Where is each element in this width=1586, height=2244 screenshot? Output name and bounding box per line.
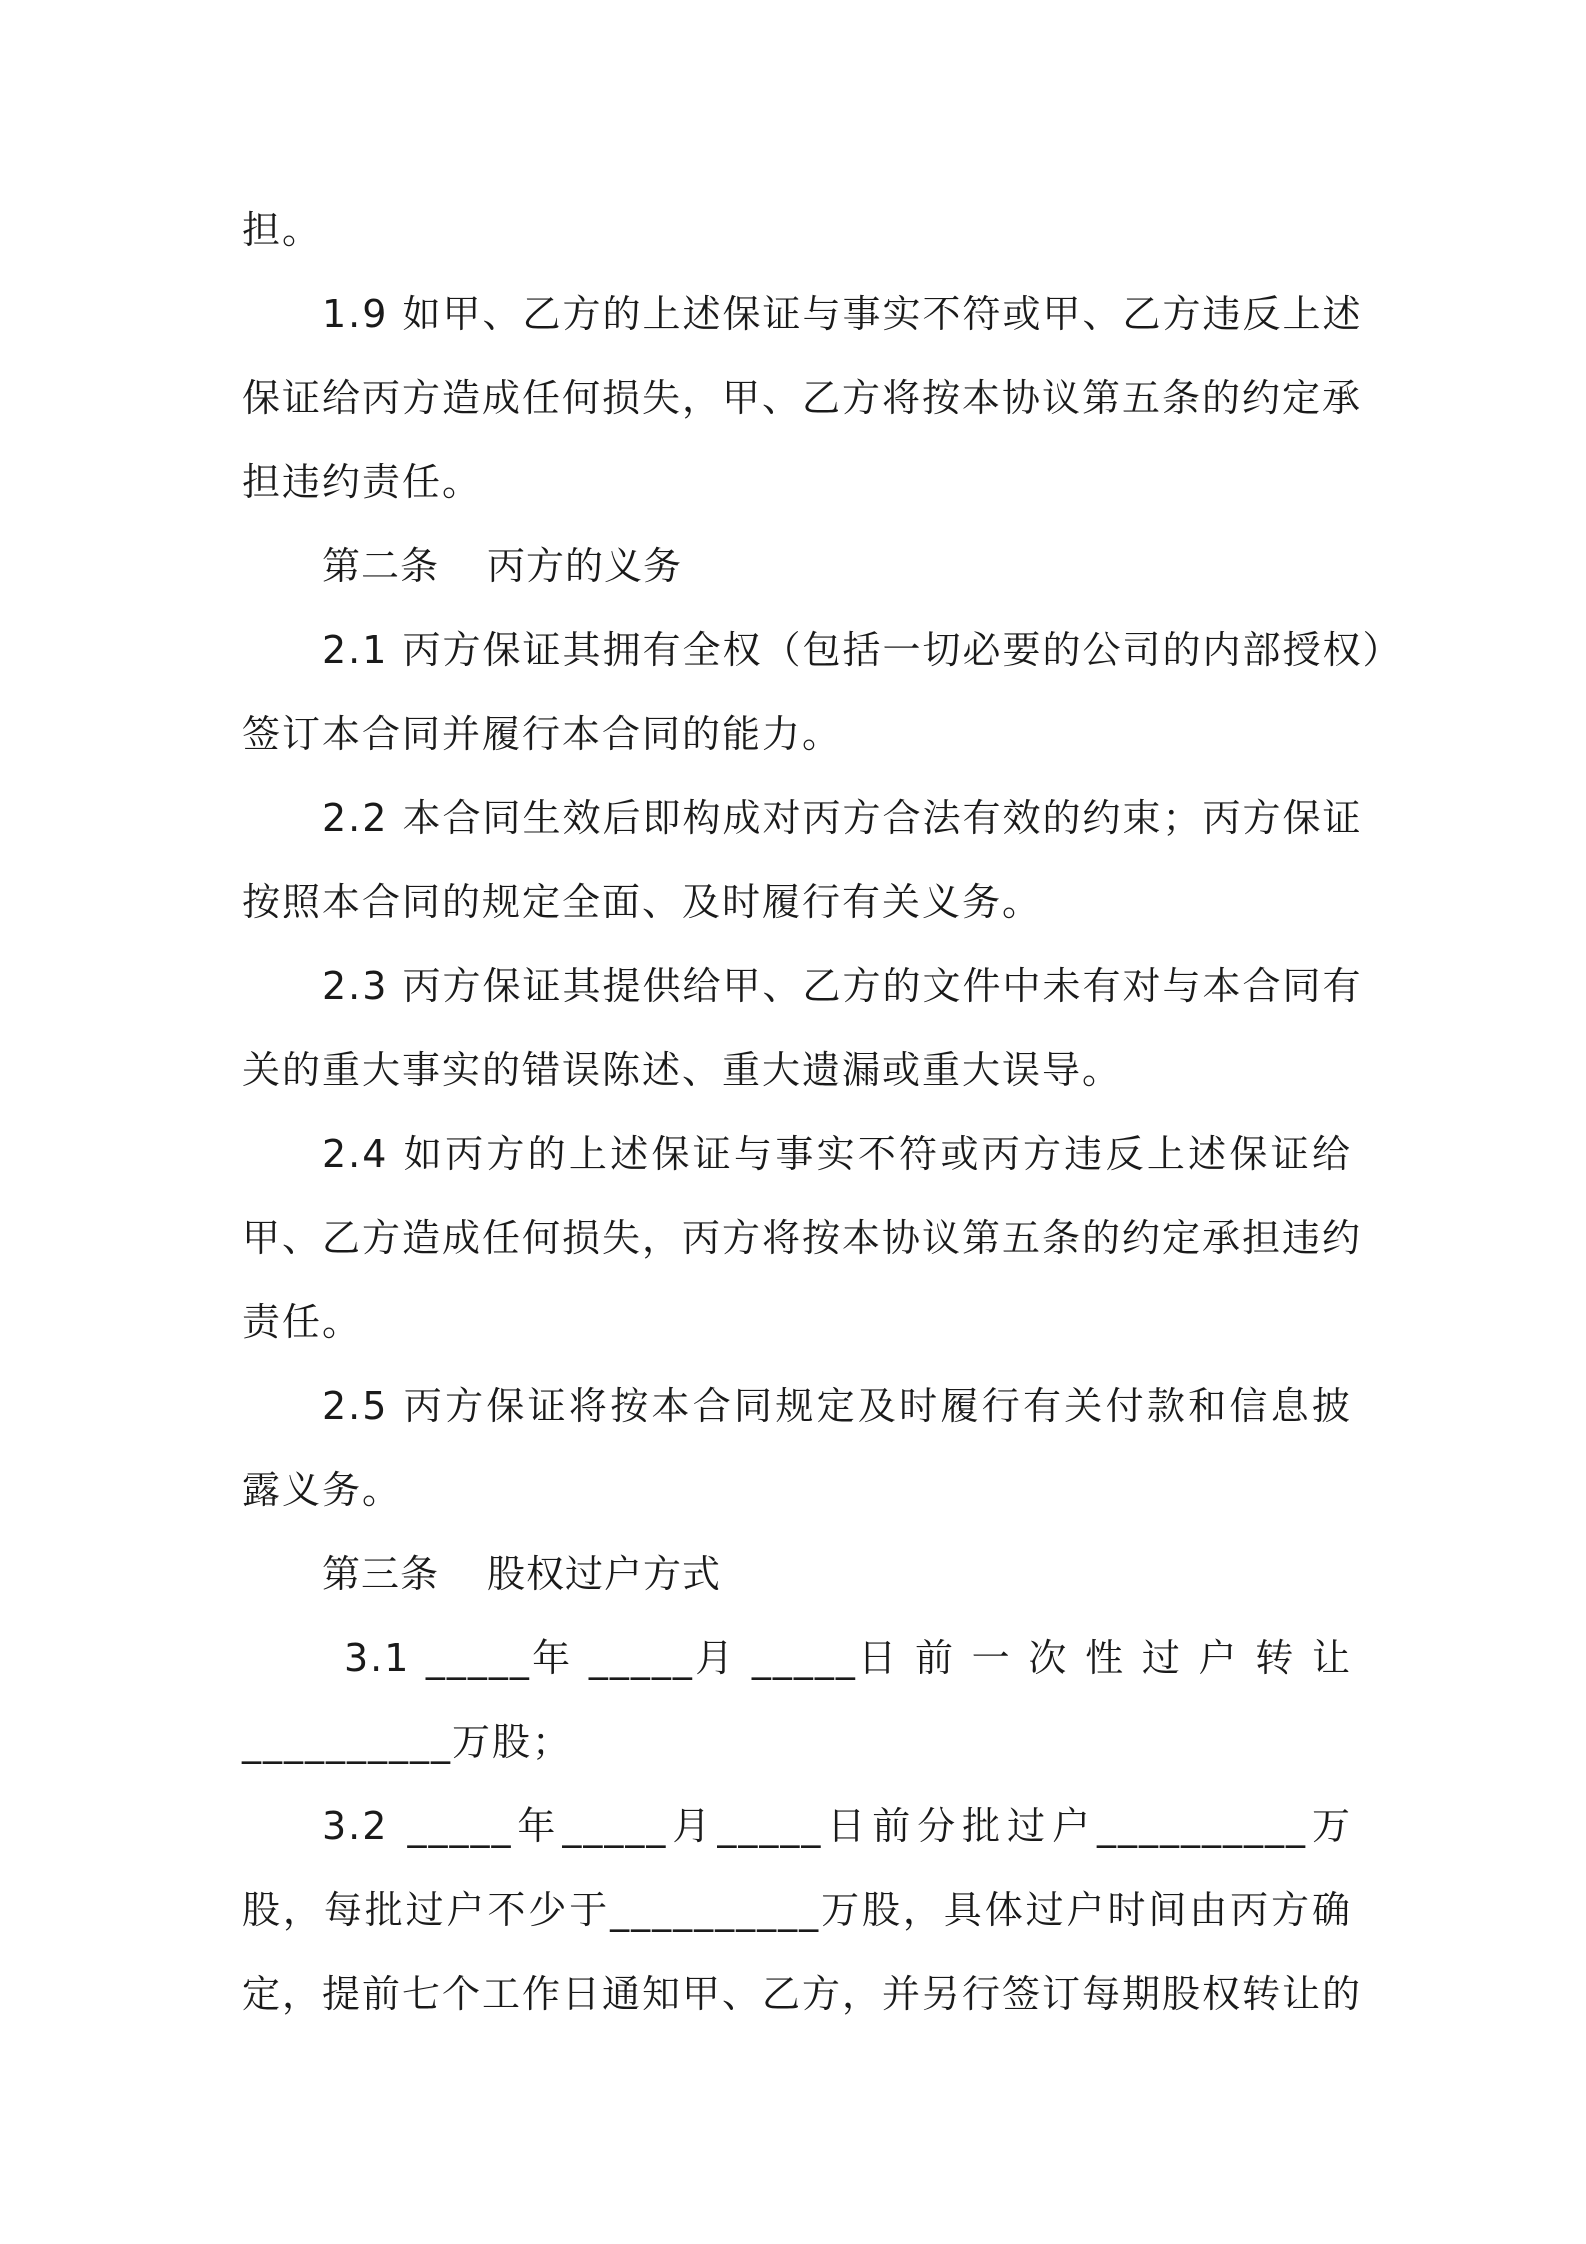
text-line: 按照本合同的规定全面、及时履行有关义务。 <box>242 880 1043 924</box>
article-number: 第三条 <box>322 1552 440 1596</box>
text-line: 责任。 <box>242 1300 363 1344</box>
text-line: __________万股； <box>242 1720 573 1764</box>
text-line: 定，提前七个工作日通知甲、乙方，并另行签订每期股权转让的 <box>242 1972 1363 2016</box>
text-line: 股，每批过户不少于__________万股，具体过户时间由丙方确 <box>242 1888 1352 1932</box>
article-title: 丙方的义务 <box>487 544 683 588</box>
text-line: 关的重大事实的错误陈述、重大遗漏或重大误导。 <box>242 1048 1123 1092</box>
text-line: 露义务。 <box>242 1468 403 1512</box>
article-title: 股权过户方式 <box>487 1552 722 1596</box>
text-line: 担。 <box>242 208 323 252</box>
article-2-heading <box>322 542 1352 590</box>
clause-2-3: 2.3 丙方保证其提供给甲、乙方的文件中未有对与本合同有 <box>322 964 1363 1008</box>
text-line: 甲、乙方造成任何损失，丙方将按本协议第五条的约定承担违约 <box>242 1216 1363 1260</box>
clause-2-1: 2.1 丙方保证其拥有全权（包括一切必要的公司的内部授权） <box>322 628 1403 672</box>
clause-2-5: 2.5 丙方保证将按本合同规定及时履行有关付款和信息披 <box>322 1384 1352 1428</box>
clause-1-9: 1.9 如甲、乙方的上述保证与事实不符或甲、乙方违反上述 <box>322 292 1363 336</box>
article-3-heading <box>322 1550 1352 1598</box>
clause-2-2: 2.2 本合同生效后即构成对丙方合法有效的约束；丙方保证 <box>322 796 1363 840</box>
text-line: 保证给丙方造成任何损失，甲、乙方将按本协议第五条的约定承 <box>242 376 1363 420</box>
clause-3-1: 3.1 _____年 _____月 _____日 前 一 次 性 过 户 转 让 <box>344 1636 1352 1680</box>
clause-2-4: 2.4 如丙方的上述保证与事实不符或丙方违反上述保证给 <box>322 1132 1352 1176</box>
article-number: 第二条 <box>322 544 440 588</box>
clause-3-2: 3.2 _____年_____月_____日前分批过户__________万 <box>322 1804 1352 1848</box>
text-line: 担违约责任。 <box>242 460 483 504</box>
text-line: 签订本合同并履行本合同的能力。 <box>242 712 843 756</box>
